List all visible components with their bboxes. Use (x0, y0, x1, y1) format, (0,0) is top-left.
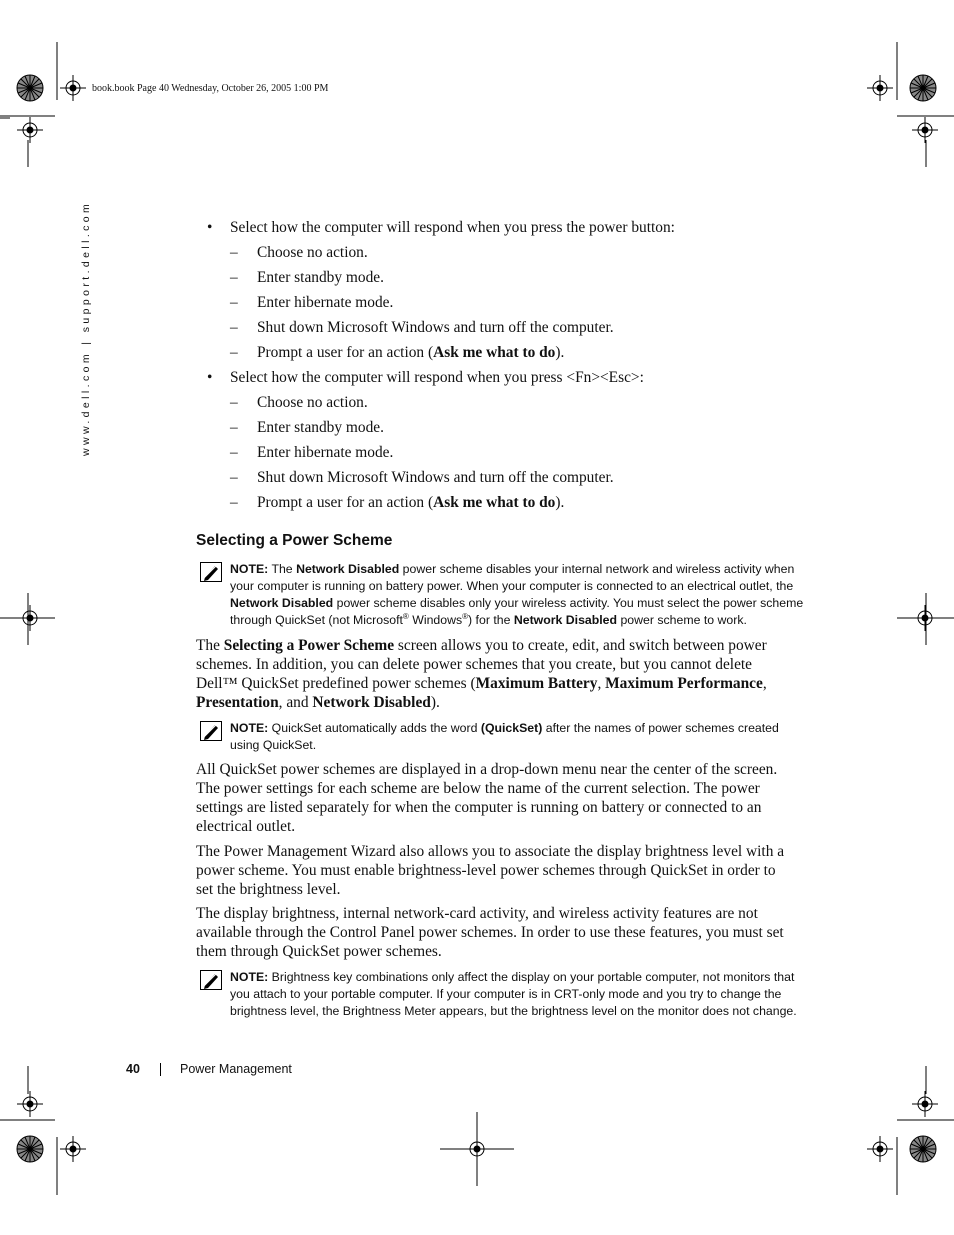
sub-item (230, 293, 394, 312)
sub-item (230, 468, 614, 487)
note-line (230, 720, 779, 737)
note-bold: (QuickSet) (480, 721, 543, 735)
body-line: schemes. In addition, you can delete power schemes that you create, but you cannot delete (196, 656, 753, 673)
sub-item (230, 268, 384, 287)
note-pencil-icon (200, 970, 222, 990)
body-line: The power settings for each scheme are below the name of the current selection. The power (196, 780, 760, 797)
sub-item-text: Shut down Microsoft Windows and turn off the computer. (257, 319, 614, 336)
note-label: NOTE: (230, 562, 269, 576)
dash-glyph: – (230, 469, 238, 486)
body-text: , (597, 675, 606, 692)
bold-option: Ask me what to do (433, 344, 556, 361)
note-bold: Network Disabled (513, 613, 618, 627)
note-line: you attach to your portable computer. If your computer is in CRT-only mode and you try to change the (230, 987, 782, 1001)
chapter-title: Power Management (180, 1062, 292, 1076)
sub-item-text: Prompt a user for an action ( (257, 344, 434, 361)
sub-item-text: Prompt a user for an action ( (257, 494, 434, 511)
dash-glyph: – (230, 444, 238, 461)
note-line (230, 612, 747, 629)
bold-option: Ask me what to do (433, 494, 556, 511)
sub-item-text: Enter standby mode. (257, 419, 384, 436)
note-text: Windows (408, 613, 463, 627)
sidebar-url: www.dell.com | support.dell.com (80, 200, 92, 456)
body-line (196, 636, 767, 655)
dash-glyph: – (230, 494, 238, 511)
dash-glyph: – (230, 244, 238, 261)
bullet-item (207, 218, 675, 237)
bullet-glyph: • (207, 369, 213, 386)
note-text: ) for the (468, 613, 514, 627)
body-line: The Power Management Wizard also allows you to associate the display brightness level with a (196, 843, 785, 860)
body-text: , (762, 675, 767, 692)
note-pencil-icon (200, 562, 222, 582)
section-heading: Selecting a Power Scheme (196, 532, 393, 549)
body-bold: Maximum Battery (475, 675, 598, 692)
note-text: power scheme disables your internal network and wireless activity when (399, 562, 795, 576)
body-text: The (196, 637, 224, 654)
note-bold: Network Disabled (296, 562, 400, 576)
body-line: set the brightness level. (196, 881, 341, 898)
sub-item-text: Shut down Microsoft Windows and turn off the computer. (257, 469, 614, 486)
sub-item (230, 418, 384, 437)
page-number: 40 (126, 1062, 140, 1076)
body-line (196, 693, 440, 712)
note-label: NOTE: (230, 721, 269, 735)
dash-glyph: – (230, 269, 238, 286)
note-line (230, 561, 794, 578)
note-text: after the names of power schemes created (542, 721, 779, 735)
note-text: power scheme disables only your wireless activity. You must select the power scheme (333, 596, 804, 610)
bullet-glyph: • (207, 219, 213, 236)
note-pencil-icon (200, 721, 222, 741)
body-text: ). (430, 694, 440, 711)
sub-item-end: ). (555, 494, 565, 511)
note-bold: Network Disabled (230, 596, 334, 610)
note-line (230, 969, 794, 986)
body-bold: Maximum Performance (605, 675, 763, 692)
body-line: electrical outlet. (196, 818, 296, 835)
body-line: power scheme. You must enable brightness-level power schemes through QuickSet in order to (196, 862, 776, 879)
sub-item-text: Enter hibernate mode. (257, 444, 394, 461)
body-line: available through the Control Panel power schemes. In order to use these features, you must set (196, 924, 784, 941)
sub-item (230, 343, 565, 362)
note-text: Brightness key combinations only affect the display on your portable computer, not monitors that (268, 970, 795, 984)
body-line (196, 674, 767, 693)
note-line: brightness level, the Brightness Meter appears, but the brightness level on the monitor does not change. (230, 1004, 797, 1018)
sub-item-text: Enter standby mode. (257, 269, 384, 286)
body-line: The display brightness, internal network-card activity, and wireless activity features are not (196, 905, 758, 922)
body-bold: Selecting a Power Scheme (223, 637, 395, 654)
body-text: screen allows you to create, edit, and switch between power (394, 637, 767, 654)
sub-item (230, 393, 368, 412)
body-line: settings are listed separately for when the computer is running on battery or connected to an (196, 799, 762, 816)
note-line (230, 595, 803, 612)
note-line: using QuickSet. (230, 738, 317, 752)
body-line: All QuickSet power schemes are displayed in a drop-down menu near the center of the screen. (196, 761, 778, 778)
sub-item-text: Choose no action. (257, 244, 368, 261)
sub-item-text: Enter hibernate mode. (257, 294, 394, 311)
registered-mark: ® (462, 611, 469, 621)
print-header: book.book Page 40 Wednesday, October 26, 2005 1:00 PM (92, 83, 329, 94)
sub-item (230, 243, 368, 262)
dash-glyph: – (230, 294, 238, 311)
sub-item (230, 493, 565, 512)
bullet-text: Select how the computer will respond when you press <Fn><Esc>: (230, 369, 644, 386)
sub-item (230, 318, 614, 337)
note-text: QuickSet automatically adds the word (268, 721, 481, 735)
dash-glyph: – (230, 394, 238, 411)
sub-item (230, 443, 394, 462)
sub-item-text: Choose no action. (257, 394, 368, 411)
body-text: , and (278, 694, 313, 711)
bullet-text: Select how the computer will respond when you press the power button: (230, 219, 675, 236)
note-text: through QuickSet (not Microsoft (230, 613, 403, 627)
sub-item-end: ). (555, 344, 565, 361)
body-bold: Presentation (196, 694, 279, 711)
body-line: them through QuickSet power schemes. (196, 943, 442, 960)
body-text: Dell™ QuickSet predefined power schemes ( (196, 675, 476, 692)
dash-glyph: – (230, 419, 238, 436)
note-text: The (268, 562, 297, 576)
dash-glyph: – (230, 319, 238, 336)
note-text: power scheme to work. (617, 613, 747, 627)
note-label: NOTE: (230, 970, 269, 984)
dash-glyph: – (230, 344, 238, 361)
note-line: your computer is running on battery power. When your computer is connected to an electrical outlet, the (230, 579, 794, 593)
footer-divider (160, 1063, 161, 1076)
registered-mark: ® (402, 611, 409, 621)
bullet-item (207, 368, 644, 387)
body-bold: Network Disabled (312, 694, 431, 711)
